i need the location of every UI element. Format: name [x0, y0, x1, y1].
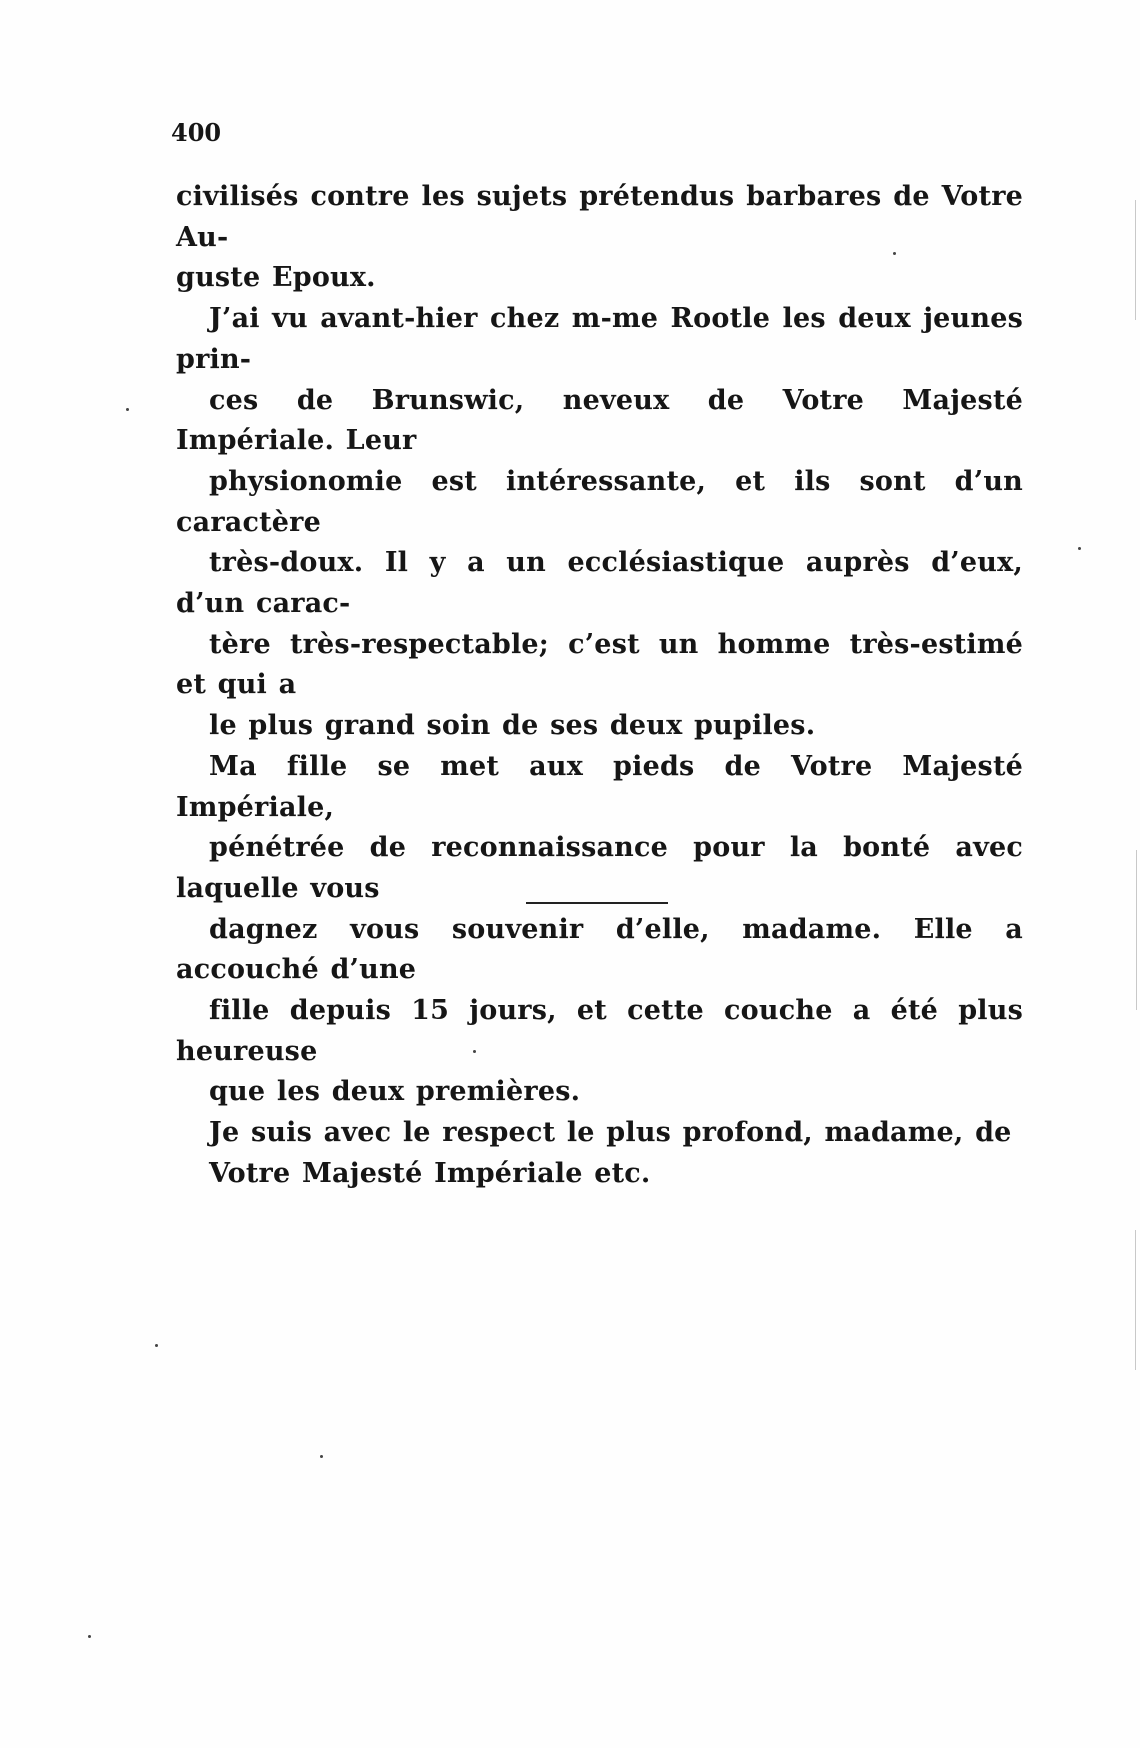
- text-line: Ma fille se met aux pieds de Votre Majesté Impériale,: [176, 750, 1023, 823]
- text-line: Votre Majesté Impériale etc.: [209, 1157, 651, 1189]
- scan-speck: [88, 1635, 91, 1638]
- text-line: civilisés contre les sujets prétendus barbares de Votre Au-: [176, 181, 1023, 253]
- scan-speck: [1078, 547, 1081, 550]
- text-line: pénétrée de reconnaissance pour la bonté avec laquelle vous: [176, 832, 1023, 904]
- scan-speck: [320, 1455, 323, 1458]
- scan-speck: [126, 408, 129, 411]
- text-line: J’ai vu avant-hier chez m-me Rootle les deux jeunes prin-: [176, 303, 1023, 375]
- paragraph-3: [176, 747, 1023, 1113]
- text-line: dagnez vous souvenir d’elle, madame. Elle a accouché d’une: [176, 913, 1023, 986]
- text-line: physionomie est intéressante, et ils sont d’un caractère: [176, 465, 1023, 538]
- scan-edge-mark: [1136, 850, 1137, 1010]
- scan-speck: [155, 1344, 158, 1347]
- scan-speck: [893, 252, 896, 255]
- closing-rule: [526, 902, 668, 904]
- text-line: tère très-respectable; c’est un homme très-estimé et qui a: [176, 628, 1023, 701]
- text-line: le plus grand soin de ses deux pupiles.: [209, 710, 816, 742]
- paragraph-2: [176, 299, 1023, 747]
- text-line: Je suis avec le respect le plus profond, madame, de: [209, 1117, 1012, 1149]
- text-line: guste Epoux.: [176, 262, 376, 294]
- paragraph-4: [176, 1113, 1023, 1194]
- text-line: très-doux. Il y a un ecclésiastique auprès d’eux, d’un carac-: [176, 547, 1023, 620]
- paragraph-1: [176, 177, 1023, 299]
- scan-speck: [473, 1050, 476, 1053]
- text-line: ces de Brunswic, neveux de Votre Majesté Impériale. Leur: [176, 384, 1023, 457]
- scan-edge-mark: [1135, 200, 1136, 320]
- scan-edge-mark: [1135, 1230, 1136, 1370]
- letter-body: [176, 177, 1023, 1195]
- text-line: que les deux premières.: [209, 1076, 581, 1108]
- page-number: 400: [171, 118, 222, 147]
- text-line: fille depuis 15 jours, et cette couche a été plus heureuse: [176, 995, 1023, 1067]
